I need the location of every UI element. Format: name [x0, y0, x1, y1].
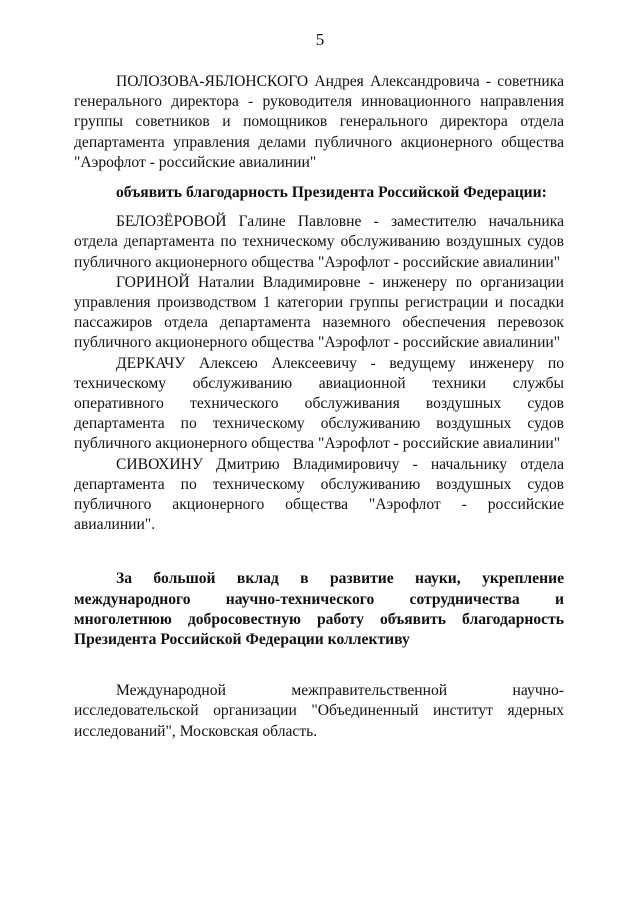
recipient-entry: ДЕРКАЧУ Алексею Алексеевичу - ведущему инженеру по техническому обслуживанию авиационной техники службы оперативного технического обслуживания воздушных судов департамента по техническому обслуживанию воздушных судов публичного акционерного общества "Аэрофлот - российские авиалинии": [74, 354, 564, 453]
spacer: [74, 535, 564, 569]
recipient-entry: БЕЛОЗЁРОВОЙ Галине Павловне - заместителю начальника отдела департамента по техническому обслуживанию воздушных судов публичного акционерного общества "Аэрофлот - российские авиалинии": [74, 213, 564, 271]
collective-heading: За большой вклад в развитие науки, укрепление международного научно-технического сотрудничества и многолетнюю добросовестную работу объявить благодарность Президента Российской Федерации коллективу: [74, 570, 564, 649]
award-entry-polozov: ПОЛОЗОВА-ЯБЛОНСКОГО Андрея Александровича - советника генерального директора - руководителя инновационного направления группы советников и помощников генерального директора отдела департамента управления делами публичного акционерного общества "Аэрофлот - российские авиалинии": [74, 73, 564, 171]
spacer: [74, 650, 564, 681]
recipient-entry: СИВОХИНУ Дмитрию Владимировичу - начальнику отдела департамента по техническому обслуживанию воздушных судов публичного акционерного общества "Аэрофлот - российские авиалинии".: [74, 455, 564, 534]
spacer: [74, 203, 564, 212]
gratitude-heading: объявить благодарность Президента Российской Федерации:: [116, 184, 547, 202]
spacer: [74, 173, 564, 183]
document-body: [74, 72, 564, 742]
page-number: 5: [315, 30, 325, 49]
recipient-entry: ГОРИНОЙ Наталии Владимировне - инженеру по организации управления производством 1 категории группы регистрации и посадки пассажиров отдела департамента наземного обеспечения перевозок публичного акционерного общества "Аэрофлот - российские авиалинии": [74, 273, 564, 352]
collective-recipient: Международной межправительственной научно-исследовательской организации "Объединенный институт ядерных исследований", Московская область.: [74, 682, 564, 740]
